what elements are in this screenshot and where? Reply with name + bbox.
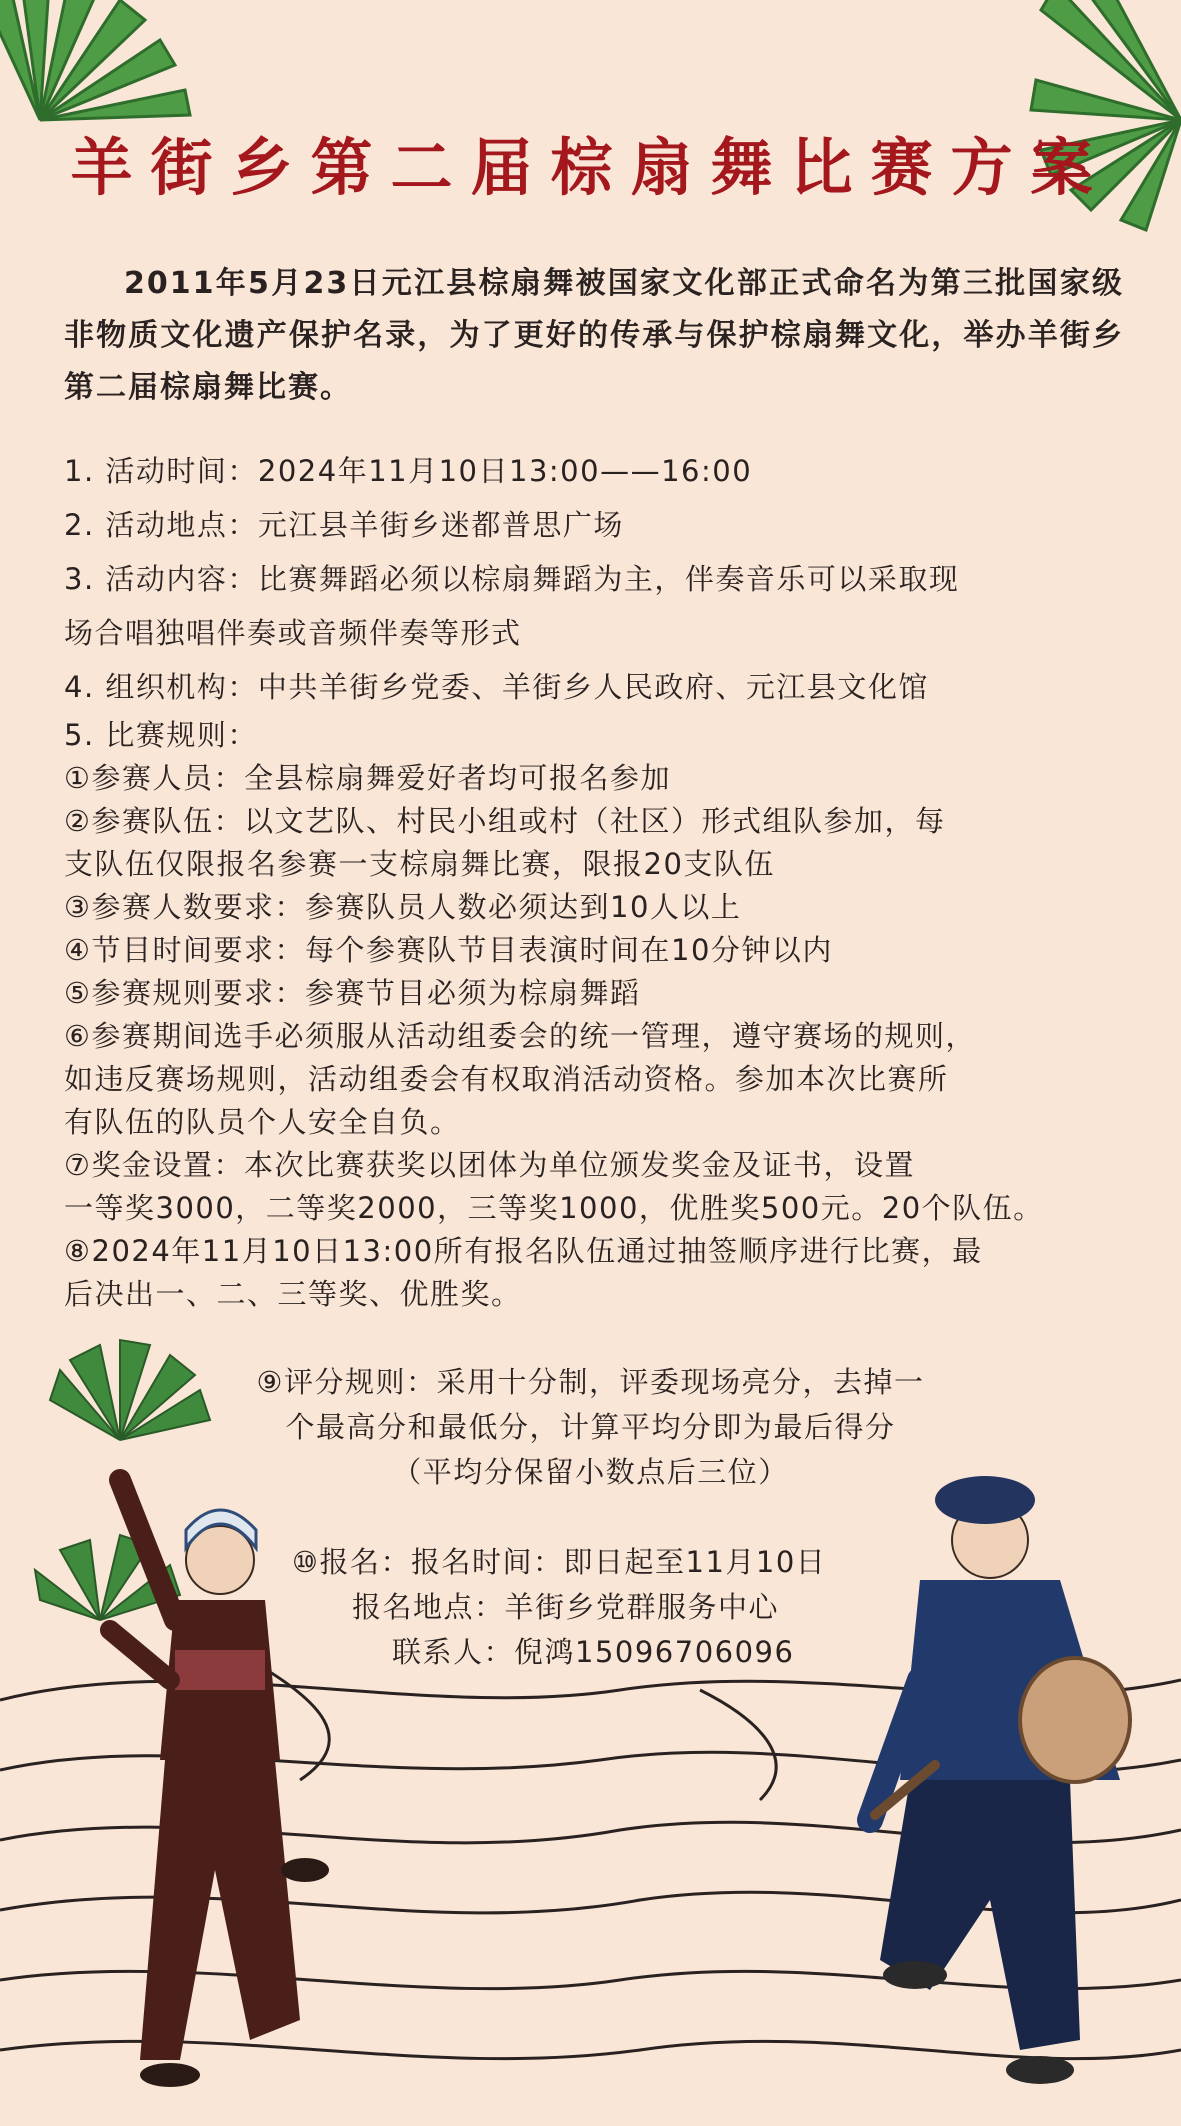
scoring-rules [0, 1360, 1181, 1495]
rule-5: ⑤参赛规则要求：参赛节目必须为棕扇舞蹈 [64, 976, 641, 1010]
scoring-line-2: 个最高分和最低分，计算平均分即为最后得分 [285, 1410, 896, 1444]
scoring-line-3: （平均分保留小数点后三位） [392, 1455, 789, 1489]
event-time: 1. 活动时间：2024年11月10日13:00——16:00 [64, 454, 753, 488]
page-title: 羊街乡第二届棕扇舞比赛方案 [70, 131, 1111, 204]
rule-6: ⑥参赛期间选手必须服从活动组委会的统一管理，遵守赛场的规则， [64, 1019, 976, 1053]
signup-info [292, 1540, 826, 1675]
event-details [64, 444, 1144, 1316]
rule-6-cont-2: 有队伍的队员个人安全自负。 [64, 1105, 461, 1139]
rule-1: ①参赛人员：全县棕扇舞爱好者均可报名参加 [64, 761, 671, 795]
scoring-line-1: ⑨评分规则：采用十分制，评委现场亮分，去掉一 [256, 1365, 925, 1399]
rule-8-cont: 后决出一、二、三等奖、优胜奖。 [64, 1277, 522, 1311]
event-place: 2. 活动地点：元江县羊街乡迷都普思广场 [64, 508, 624, 542]
signup-place: 报名地点：羊街乡党群服务中心 [352, 1590, 780, 1624]
event-content: 3. 活动内容：比赛舞蹈必须以棕扇舞蹈为主，伴奏音乐可以采取现 [64, 562, 960, 596]
rule-2-cont: 支队伍仅限报名参赛一支棕扇舞比赛，限报20支队伍 [64, 847, 775, 881]
rule-2: ②参赛队伍：以文艺队、村民小组或村（社区）形式组队参加，每 [64, 804, 946, 838]
signup-time: ⑩报名：报名时间：即日起至11月10日 [292, 1545, 827, 1579]
rule-7-cont: 一等奖3000，二等奖2000，三等奖1000，优胜奖500元。20个队伍。 [64, 1191, 1044, 1225]
rule-3: ③参赛人数要求：参赛队员人数必须达到10人以上 [64, 890, 742, 924]
event-content-cont: 场合唱独唱伴奏或音频伴奏等形式 [64, 616, 522, 650]
rule-4: ④节目时间要求：每个参赛队节目表演时间在10分钟以内 [64, 933, 833, 967]
event-organizers: 4. 组织机构：中共羊街乡党委、羊街乡人民政府、元江县文化馆 [64, 670, 929, 704]
rule-6-cont: 如违反赛场规则，活动组委会有权取消活动资格。参加本次比赛所 [64, 1062, 949, 1096]
male-dancer-illustration [870, 1476, 1130, 2084]
signup-contact: 联系人：倪鸿15096706096 [392, 1635, 795, 1669]
rules-heading: 5. 比赛规则： [64, 718, 258, 752]
intro-paragraph: 2011年5月23日元江县棕扇舞被国家文化部正式命名为第三批国家级非物质文化遗产保护名录，为了更好的传承与保护棕扇舞文化，举办羊街乡第二届棕扇舞比赛。 [64, 266, 1124, 405]
rule-7: ⑦奖金设置：本次比赛获奖以团体为单位颁发奖金及证书，设置 [64, 1148, 915, 1182]
palm-leaf-icon [0, 0, 190, 120]
rule-8: ⑧2024年11月10日13:00所有报名队伍通过抽签顺序进行比赛，最 [64, 1234, 983, 1268]
